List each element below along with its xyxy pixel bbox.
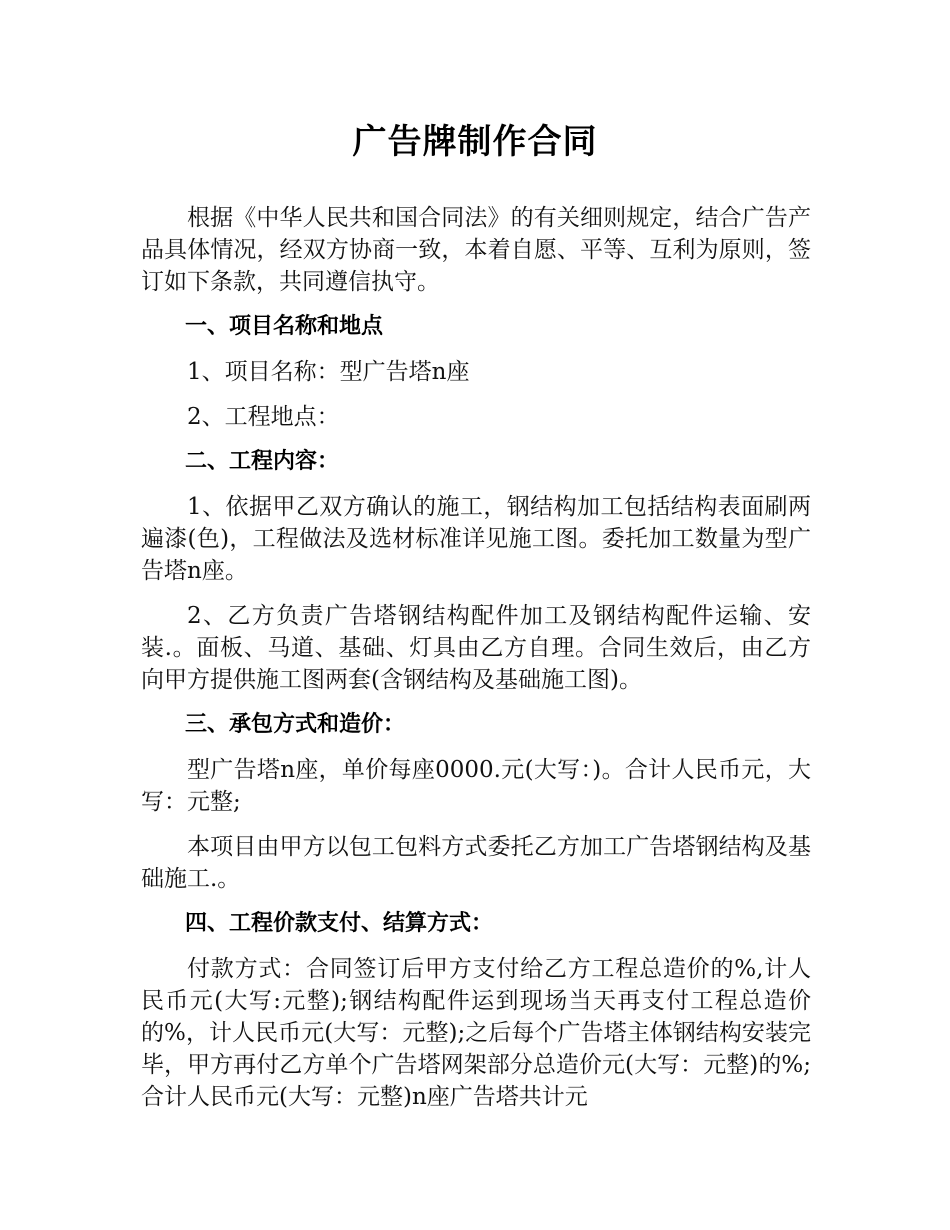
- payment-paragraph: 付款方式：合同签订后甲方支付给乙方工程总造价的%,计人民币元(大写:元整);钢结构配件运到现场当天再支付工程总造价的%，计人民币元(大写：元整);之后每个广告塔主体钢结构安装完毕，甲方再付乙方单个广告塔网架部分总造价元(大写：元整)的%;合计人民币元(大写：元整)n座广告塔共计元: [141, 956, 811, 1110]
- section-4-heading: 四、工程价款支付、结算方式：: [185, 911, 494, 936]
- section-1-heading: 一、项目名称和地点: [185, 314, 384, 339]
- work-content-paragraph-2: 2、乙方负责广告塔钢结构配件加工及钢结构配件运输、安装.。面板、马道、基础、灯具由乙方自理。合同生效后，由乙方向甲方提供施工图两套(含钢结构及基础施工图)。: [141, 603, 811, 693]
- project-name-line: 1、项目名称：型广告塔n座: [187, 359, 470, 385]
- document-body: [141, 202, 811, 1126]
- pricing-paragraph-1: 型广告塔n座，单价每座0000.元(大写：)。合计人民币元，大写：元整;: [141, 757, 811, 815]
- document-title: 广告牌制作合同: [352, 122, 598, 162]
- section-2-heading: 二、工程内容：: [185, 449, 340, 474]
- intro-paragraph: 根据《中华人民共和国合同法》的有关细则规定，结合广告产品具体情况，经双方协商一致，本着自愿、平等、互利为原则，签订如下条款，共同遵信执守。: [141, 205, 811, 295]
- project-location-line: 2、工程地点：: [187, 404, 340, 430]
- section-3-heading: 三、承包方式和造价：: [185, 712, 406, 737]
- work-content-paragraph-1: 1、依据甲乙双方确认的施工，钢结构加工包括结构表面刷两遍漆(色)，工程做法及选材标准详见施工图。委托加工数量为型广告塔n座。: [141, 494, 811, 584]
- pricing-paragraph-2: 本项目由甲方以包工包料方式委托乙方加工广告塔钢结构及基础施工.。: [141, 834, 811, 892]
